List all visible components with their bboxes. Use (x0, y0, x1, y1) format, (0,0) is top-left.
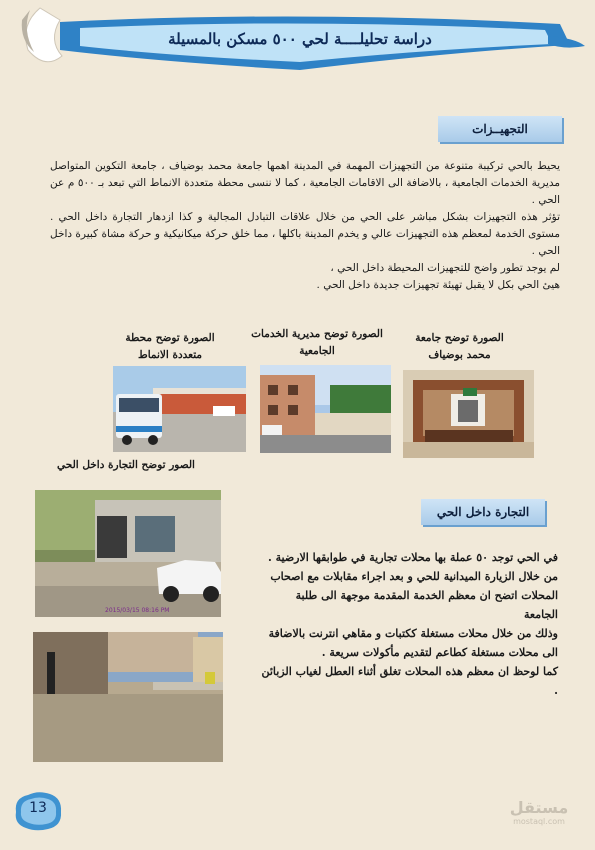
trade-line: من خلال الزيارة الميدانية للحي و بعد اجراء مقابلات مع اصحاب (270, 570, 558, 583)
photo-directorate (260, 365, 391, 453)
trade-line: المحلات اتضح ان معظم الخدمة المقدمة موجهة الى طلبة الجامعة (295, 589, 558, 621)
equipment-paragraph-1: يحيط بالحي تركيبة متنوعة من التجهيزات المهمة في المدينة اهمها جامعة محمد بوضياف ، جامعة التكوين المتواصل مديرية الخدمات الجامعية ، بالاضافة الى الاقامات الجامعية ، كما لا ننسى محطة متعددة الانماط التي تبعد بـ ٥٠٠ م عن الحي . (50, 160, 560, 206)
header-banner (0, 0, 595, 90)
page-number-badge (12, 790, 64, 832)
equipment-heading: التجهيــزات (438, 116, 562, 142)
page-number: 13 (29, 800, 47, 816)
trade-text (258, 548, 558, 700)
photo-station (113, 366, 246, 452)
trade-line: كما لوحظ ان معظم هذه المحلات تغلق أثناء العطل لغياب الزبائن . (261, 665, 558, 697)
trade-line: في الحي توجد ٥٠ عملة بها محلات تجارية في طوابقها الارضية . (267, 551, 558, 564)
equipment-paragraph-3: لم يوجد تطور واضح للتجهيزات المحيطة داخل الحي ، (330, 262, 560, 274)
equipment-paragraph-4: هيئ الحي بكل لا يقبل تهيئة تجهيزات جديدة داخل الحي . (316, 279, 560, 291)
watermark (493, 798, 585, 826)
caption-university: الصورة توضح جامعة محمد بوضياف (415, 332, 504, 361)
trade-heading: التجارة داخل الحي (421, 499, 545, 525)
trade-line: الى محلات مستغلة كطاعم لتقديم مأكولات سريعة . (321, 646, 558, 659)
trade-line: وذلك من خلال محلات مستغلة ككتبات و مقاهي انترنت بالاضافة (268, 627, 558, 640)
page-title: دراسة تحليلــــة لحي ٥٠٠ مسكن بالمسيلة (168, 30, 432, 48)
equipment-paragraph-2: تؤثر هذه التجهيزات بشكل مباشر على الحي من خلال علاقات التبادل المجالية و كذا ازدهار التجارة داخل الحي . مستوى الخدمة لمعظم هذه التجهيزات عالي و يخدم المدينة باكلها ، مما خلق حركة ميكانيكية و حركة مشاة كبيرة داخل الحي . (50, 211, 560, 257)
caption-directorate: الصورة توضح مديرية الخدمات الجامعية (251, 328, 383, 357)
photo-trade-shops (35, 490, 221, 617)
caption-station: الصورة توضح محطة متعددة الانماط (125, 332, 215, 361)
equipment-text (50, 158, 560, 294)
watermark-logo: مستقل (509, 798, 569, 817)
photo-date-stamp: 2015/03/15 08:16 PM (105, 607, 170, 614)
caption-trade-photos: الصور توضح التجارة داخل الحي (57, 459, 195, 471)
watermark-url: mostaql.com (513, 817, 565, 826)
photo-university (403, 370, 534, 458)
photo-trade-street (33, 632, 223, 762)
